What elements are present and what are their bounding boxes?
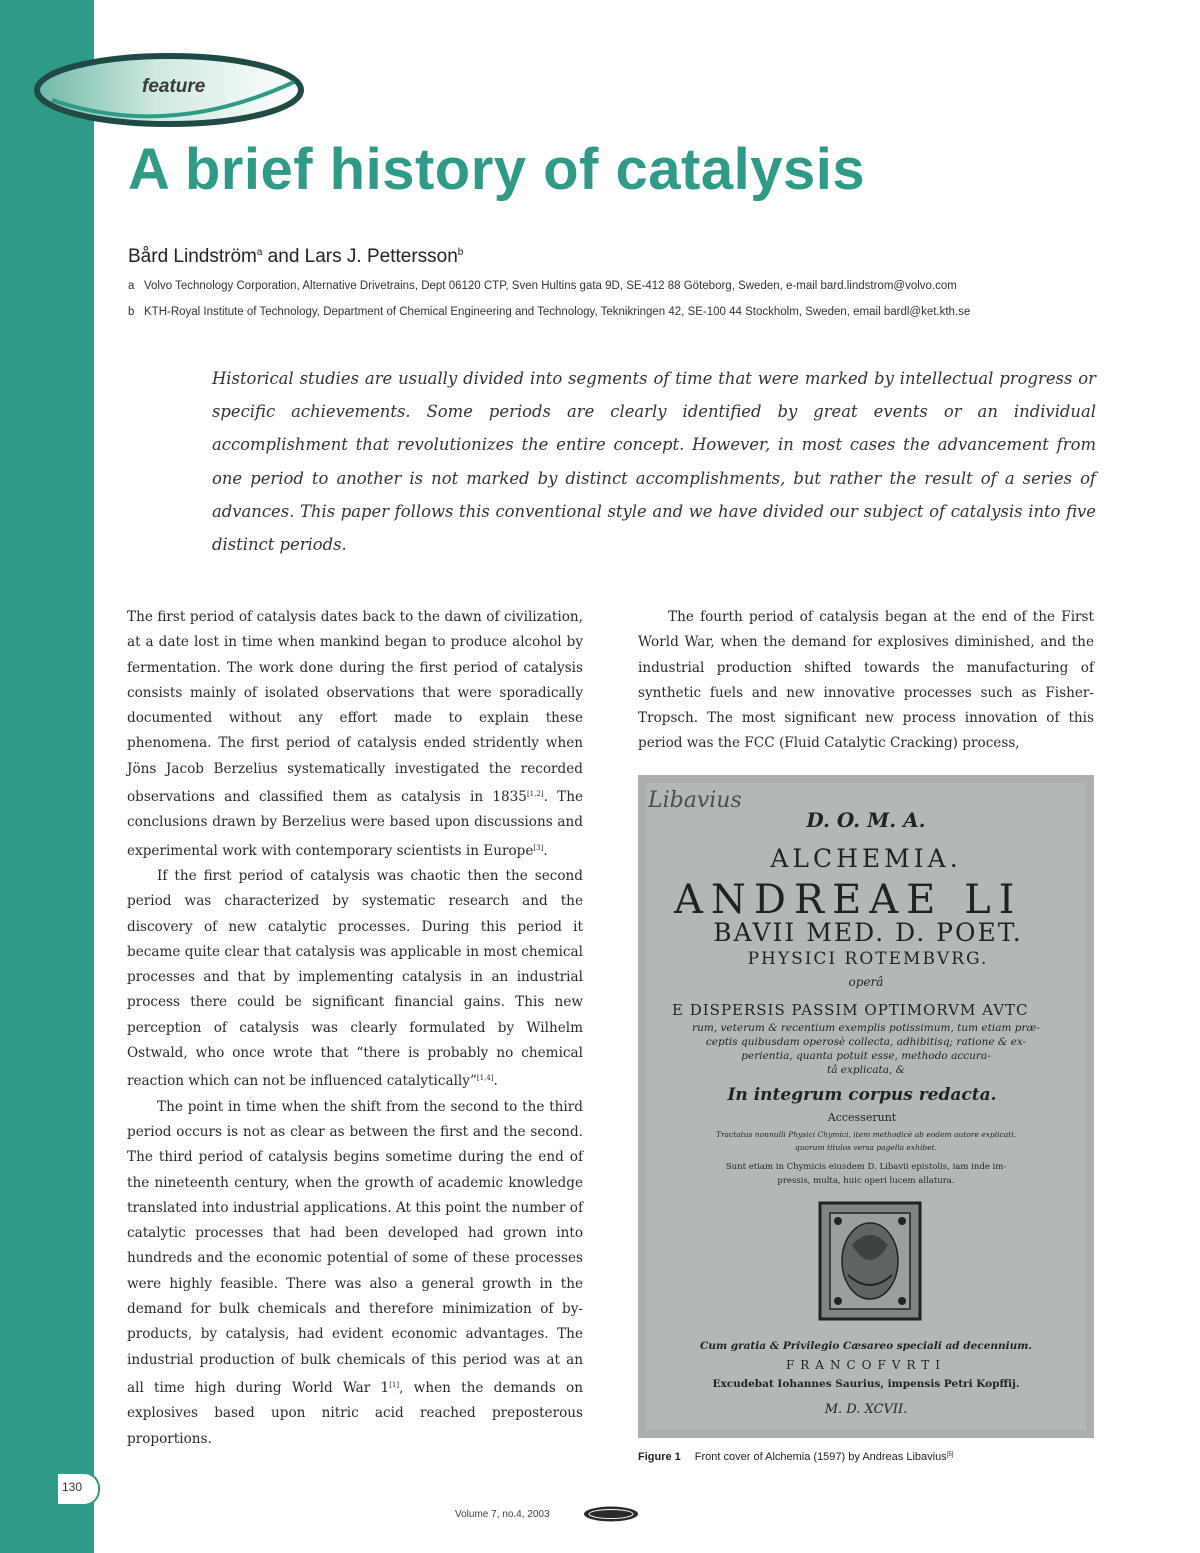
paragraph-3 bbox=[127, 1095, 583, 1452]
figure-label: Figure 1 bbox=[638, 1451, 681, 1463]
affiliation-a bbox=[128, 280, 957, 292]
paragraph-1-end: . bbox=[543, 842, 548, 859]
abstract: Historical studies are usually divided into segments of time that were marked by intellectual progress or specific achievements. Some periods are clearly identified by great events or an individual accomplishment that revolutionizes the entire concept. However, in most cases the advancement from one period to another is not marked by distinct accomplishments, but rather the result of a series of advances. This paper follows this conventional style and we have divided our subject of catalysis into five distinct periods. bbox=[212, 369, 1096, 555]
fig-line-7: E DISPERSIS PASSIM OPTIMORVM AVTC bbox=[672, 1001, 1029, 1019]
page-number: 130 bbox=[62, 1480, 83, 1494]
fig-line-15: quorum titulos versa pagella exhibet. bbox=[794, 1143, 938, 1152]
figure-caption-text: Front cover of Alchemia (1597) by Andreas Libavius bbox=[694, 1451, 947, 1463]
body-column-left bbox=[127, 605, 583, 1452]
figure-alchemia-cover bbox=[638, 775, 1094, 1438]
fig-line-17: pressis, multa, huic operi lucem allatura. bbox=[777, 1176, 955, 1186]
fig-line-19: FRANCOFVRTI bbox=[785, 1358, 947, 1372]
paragraph-3-end: , when the demands on explosives based upon nitric acid reached preposterous proportions. bbox=[127, 1379, 583, 1447]
fig-line-11: tâ explicata, & bbox=[826, 1064, 906, 1076]
fig-line-9: ceptis quibusdam operosè collecta, adhibitisq; ratione & ex- bbox=[705, 1036, 1027, 1048]
author-2: Lars J. Pettersson bbox=[304, 246, 458, 267]
paragraph-1 bbox=[127, 605, 583, 864]
article-title: A brief history of catalysis bbox=[128, 137, 866, 202]
paragraph-4: The fourth period of catalysis began at the end of the First World War, when the demand for explosives diminished, and the industrial production shifted towards the manufacturing of synthetic fuels and new innovative processes such as Fisher-Tropsch. The most significant new process innovation of this period was the FCC (Fluid Catalytic Cracking) process, bbox=[638, 609, 1094, 752]
author-line bbox=[128, 246, 463, 268]
ref-3: [3] bbox=[533, 843, 544, 852]
affiliation-a-text: Volvo Technology Corporation, Alternative Drivetrains, Dept 06120 CTP, Sven Hultins gata 9D, SE-412 88 Göteborg, Sweden, e-mail bard.lindstrom@volvo.com bbox=[144, 280, 957, 292]
body-column-right bbox=[638, 605, 1094, 757]
paragraph-2-end: . bbox=[493, 1073, 498, 1090]
fig-line-2: ALCHEMIA. bbox=[770, 844, 962, 873]
affiliation-a-mark: a bbox=[128, 280, 135, 292]
author-conj: and bbox=[262, 246, 305, 267]
fig-printer-device bbox=[820, 1203, 920, 1319]
paragraph-1-text-2: . The conclusions drawn by Berzelius were based upon discussions and experimental work with contemporary scientists in Europe bbox=[127, 789, 583, 859]
author-1: Bård Lindström bbox=[128, 246, 257, 267]
fig-line-3: ANDREAE LI bbox=[674, 877, 1023, 923]
ref-1-2: [1,2] bbox=[526, 790, 544, 799]
footer-volume: Volume 7, no.4, 2003 bbox=[455, 1509, 550, 1520]
fig-line-5: PHYSICI ROTEMBVRG. bbox=[747, 949, 989, 969]
paragraph-2 bbox=[127, 864, 583, 1095]
affiliation-b bbox=[128, 306, 970, 318]
fig-line-18: Cum gratia & Privilegio Cæsareo speciali ad decennium. bbox=[699, 1340, 1033, 1352]
figure-caption bbox=[638, 1451, 953, 1463]
side-color-bar bbox=[0, 0, 94, 1553]
fig-line-10: perientia, quanta potuit esse, methodo accura- bbox=[741, 1050, 991, 1062]
fig-line-4: BAVII MED. D. POET. bbox=[713, 918, 1023, 947]
paragraph-2-text: If the first period of catalysis was chaotic then the second period was characterized by systematic research and the discovery of new catalytic processes. During this period it became quite clear that catalysis was applicable in most chemical processes and that by implementing catalysis in an industrial process there could be significant financial gains. This new perception of catalysis was clearly formulated by Wilhelm Ostwald, who once wrote that “there is probably no chemical reaction which can not be influenced catalytically” bbox=[127, 867, 583, 1090]
fig-line-21: M. D. XCVII. bbox=[824, 1402, 908, 1417]
affiliation-b-mark: b bbox=[128, 306, 135, 318]
fig-line-20: Excudebat Iohannes Saurius, impensis Petri Kopffij. bbox=[712, 1378, 1020, 1390]
fig-line-12: In integrum corpus redacta. bbox=[727, 1085, 997, 1105]
affiliation-b-text: KTH-Royal Institute of Technology, Department of Chemical Engineering and Technology, Teknikringen 42, SE-100 44 Stockholm, Sweden, email bardl@ket.kth.se bbox=[144, 306, 971, 318]
section-tag: feature bbox=[142, 76, 206, 97]
fig-line-14: Tractatus nonnulli Physici Chymici, item methodicè ab eodem autore explicati, bbox=[715, 1130, 1017, 1139]
author-1-mark: a bbox=[256, 247, 263, 258]
ref-1-4: [1,4] bbox=[476, 1074, 494, 1083]
fig-line-6: operâ bbox=[848, 975, 884, 989]
paragraph-3-text: The point in time when the shift from the second to the third period occurs is not as clear as between the first and the second. The third period of catalysis begins sometime during the end of the nineteenth century, when the growth of academic knowledge translated into industrial applications. At this point the number of catalytic processes that had been developed had grown into hundreds and the economic potential of some of these processes were highly feasible. There was also a general growth in the demand for bulk chemicals and therefore minimization of by-products, by catalysis, had evident economic advantages. The industrial production of bulk chemicals of this period was at an all time high during World War 1 bbox=[127, 1098, 583, 1396]
figure-caption-ref: [5] bbox=[946, 1452, 954, 1458]
journal-logo-icon bbox=[583, 1506, 639, 1522]
fig-line-13: Accesserunt bbox=[827, 1111, 897, 1124]
fig-line-16: Sunt etiam in Chymicis eiusdem D. Libavii epistolis, iam inde im- bbox=[725, 1162, 1007, 1172]
paragraph-1-text: The first period of catalysis dates back to the dawn of civilization, at a date lost in time when mankind began to produce alcohol by fermentation. The work done during the first period of catalysis consists mainly of isolated observations that were sporadically documented without any effort made to explain these phenomena. The first period of catalysis ended stridently when Jöns Jacob Berzelius systematically investigated the recorded observations and classified them as catalysis in 1835 bbox=[127, 609, 583, 806]
fig-line-8: rum, veterum & recentium exemplis potissimum, tum etiam præ- bbox=[692, 1022, 1040, 1034]
fig-line-1: D. O. M. A. bbox=[806, 808, 926, 832]
author-2-mark: b bbox=[457, 247, 464, 258]
ref-1: [1] bbox=[389, 1380, 400, 1389]
fig-handwritten: Libavius bbox=[648, 788, 742, 813]
